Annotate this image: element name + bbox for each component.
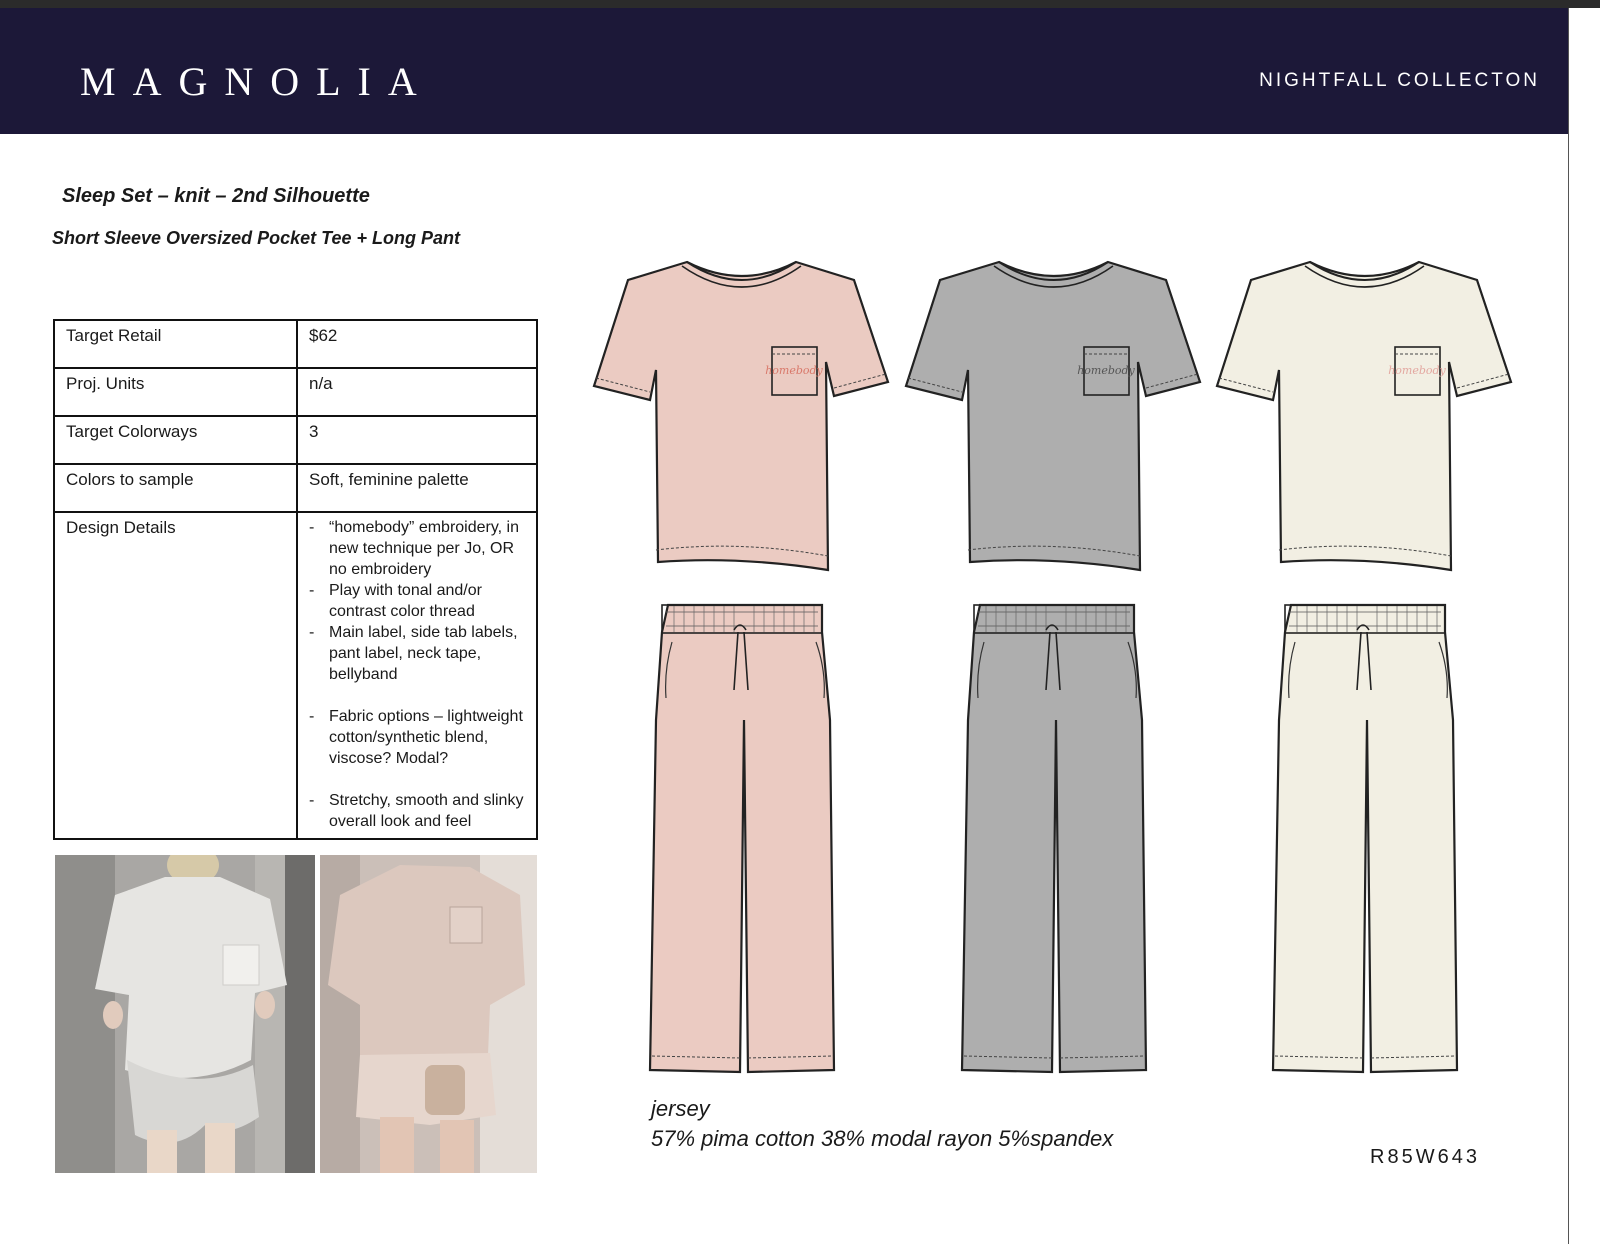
flat-sketch-cream <box>1213 250 1513 1080</box>
spec-value: n/a <box>297 368 537 416</box>
spec-label: Proj. Units <box>54 368 297 416</box>
spec-row-proj-units <box>54 368 537 416</box>
list-item: - Stretchy, smooth and slinky overall look and feel <box>309 790 526 832</box>
embroidery-text: homebody <box>1077 364 1135 377</box>
spec-table <box>53 319 538 840</box>
spec-value: $62 <box>297 320 537 368</box>
list-item: - Main label, side tab labels, pant label, neck tape, bellyband <box>309 622 526 685</box>
spec-label: Target Colorways <box>54 416 297 464</box>
spec-label: Colors to sample <box>54 464 297 512</box>
spec-label: Target Retail <box>54 320 297 368</box>
design-details-list <box>309 517 526 832</box>
top-edge-bar <box>0 0 1600 8</box>
list-item: - “homebody” embroidery, in new technique per Jo, OR no embroidery <box>309 517 526 580</box>
fabric-type: jersey <box>651 1096 710 1121</box>
product-category: Sleep Set – knit – 2nd Silhouette <box>62 185 370 207</box>
list-item: - Play with tonal and/or contrast color thread <box>309 580 526 622</box>
fabric-composition: 57% pima cotton 38% modal rayon 5%spandex <box>651 1126 1114 1151</box>
spec-value: 3 <box>297 416 537 464</box>
inspiration-photo-pink <box>320 855 537 1173</box>
collection-name: NIGHTFALL COLLECTON <box>1259 70 1540 91</box>
spec-row-target-retail <box>54 320 537 368</box>
spec-row-design-details <box>54 512 537 839</box>
page-edge <box>1568 8 1600 1244</box>
style-code: R85W643 <box>1370 1146 1480 1168</box>
embroidery-text: homebody <box>765 364 823 377</box>
flat-sketch-pink <box>590 250 890 1080</box>
spec-value <box>297 512 537 839</box>
brand-logo: MAGNOLIA <box>80 59 434 104</box>
spec-row-target-colorways <box>54 416 537 464</box>
inspiration-photo-grey <box>55 855 315 1173</box>
flat-sketch-grey <box>902 250 1202 1080</box>
spec-label: Design Details <box>54 512 297 839</box>
list-item: - Fabric options – lightweight cotton/synthetic blend, viscose? Modal? <box>309 706 526 769</box>
header-banner <box>0 8 1568 134</box>
spec-value: Soft, feminine palette <box>297 464 537 512</box>
product-name: Short Sleeve Oversized Pocket Tee + Long Pant <box>52 228 460 248</box>
embroidery-text: homebody <box>1388 364 1446 377</box>
spec-row-colors-to-sample <box>54 464 537 512</box>
